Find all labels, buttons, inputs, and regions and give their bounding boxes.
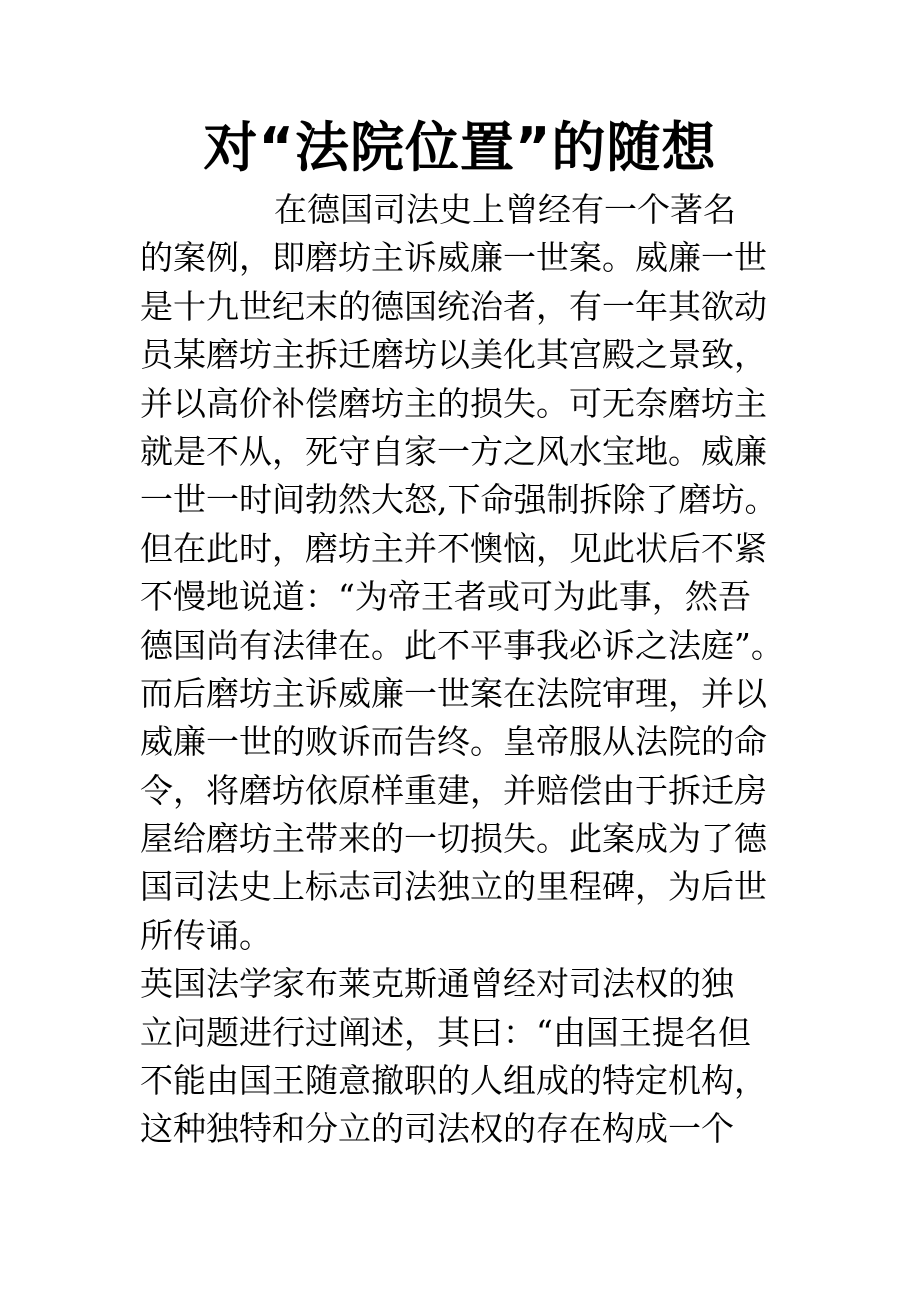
document-title: 对“法院位置”的随想 bbox=[203, 116, 717, 179]
paragraph-line: 所传诵。 bbox=[140, 915, 272, 955]
paragraph-line: 不能由国王随意撤职的人组成的特定机构， bbox=[140, 1061, 767, 1101]
paragraph-line: 这种独特和分立的司法权的存在构成一个 bbox=[140, 1109, 734, 1149]
paragraph-line: 屋给磨坊主带来的一切损失。此案成为了德 bbox=[140, 819, 767, 859]
paragraph-line: 立问题进行过阐述，其曰：“由国王提名但 bbox=[140, 1012, 751, 1052]
paragraph-line: 而后磨坊主诉威廉一世案在法院审理，并以 bbox=[140, 673, 767, 713]
paragraph-line: 员某磨坊主拆迁磨坊以美化其宫殿之景致， bbox=[140, 335, 767, 375]
paragraph-line: 一世一时间勃然大怒,下命强制拆除了磨坊。 bbox=[140, 480, 778, 520]
paragraph-line: 不慢地说道：“为帝王者或可为此事，然吾 bbox=[140, 577, 751, 617]
paragraph-line: 但在此时，磨坊主并不懊恼，见此状后不紧 bbox=[140, 528, 767, 568]
paragraph-line: 的案例，即磨坊主诉威廉一世案。威廉一世 bbox=[140, 238, 767, 278]
paragraph-line: 并以高价补偿磨坊主的损失。可无奈磨坊主 bbox=[140, 383, 767, 423]
paragraph-line: 威廉一世的败诉而告终。皇帝服从法院的命 bbox=[140, 722, 767, 762]
paragraph-line: 是十九世纪末的德国统治者，有一年其欲动 bbox=[140, 286, 767, 326]
document-body bbox=[140, 186, 805, 1154]
paragraph-line: 在德国司法史上曾经有一个著名 bbox=[274, 190, 736, 229]
paragraph-line: 国司法史上标志司法独立的里程碑，为后世 bbox=[140, 867, 767, 907]
paragraph-line: 德国尚有法律在。此不平事我必诉之法庭”。 bbox=[140, 625, 784, 665]
paragraph-line: 英国法学家布莱克斯通曾经对司法权的独 bbox=[140, 964, 734, 1004]
paragraph-line: 就是不从，死守自家一方之风水宝地。威廉 bbox=[140, 431, 767, 471]
paragraph-line: 令，将磨坊依原样重建，并赔偿由于拆迁房 bbox=[140, 770, 767, 810]
